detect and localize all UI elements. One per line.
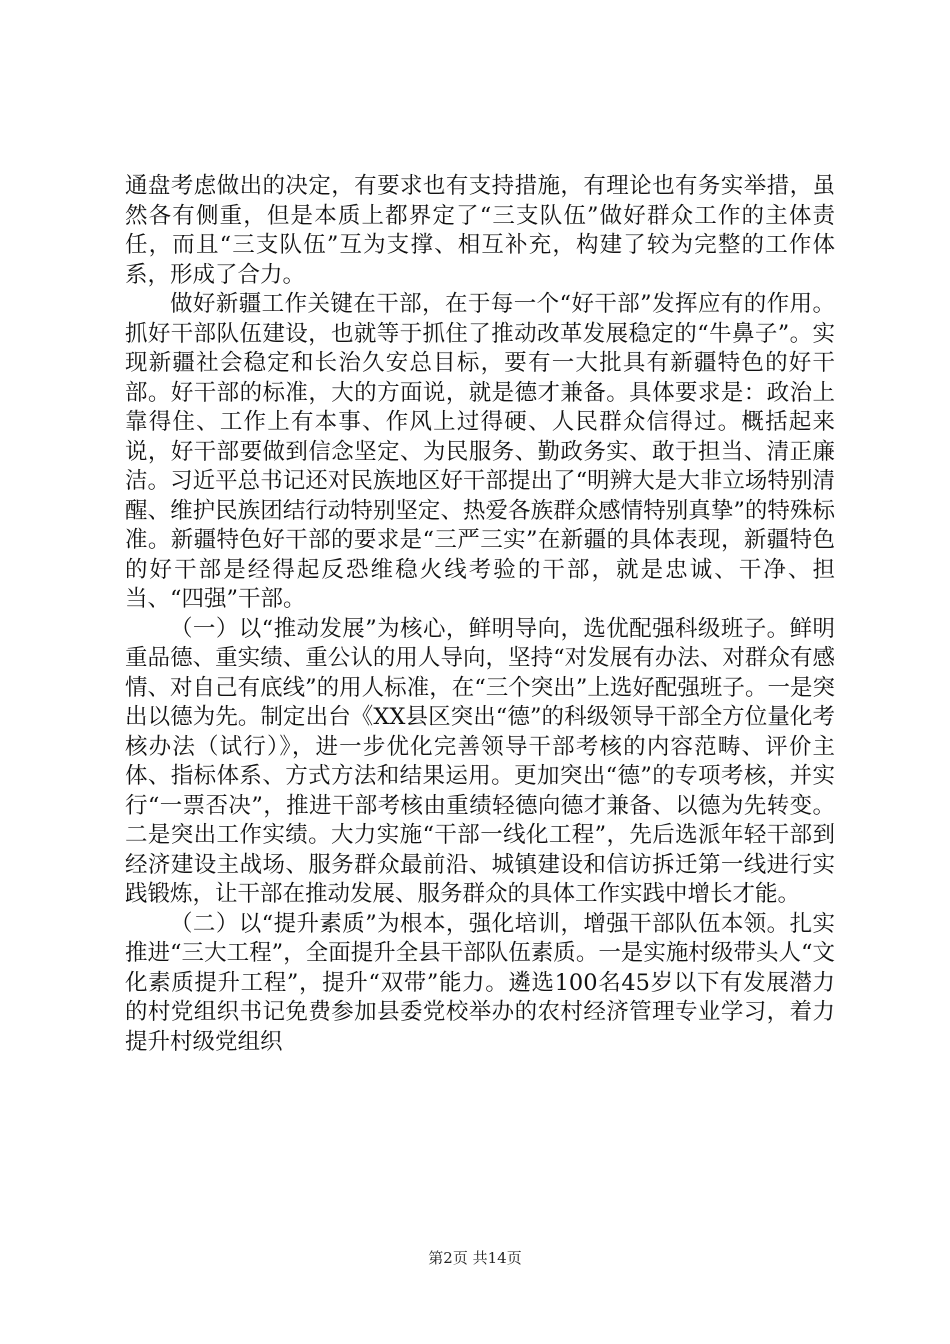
paragraph-4: （二）以“提升素质”为根本，强化培训，增强干部队伍本领。扎实推进“三大工程”，全面提升全县干部队伍素质。一是实施村级带头人“文化素质提升工程”，提升“双带”能力。遴选100名45岁以下有发展潜力的村党组织书记免费参加县委党校举办的农村经济管理专业学习，着力提升村级党组织: [125, 910, 835, 1055]
page-number-label: 第2页 共14页: [428, 1249, 522, 1267]
page-footer: [0, 1247, 950, 1268]
paragraph-1: 通盘考虑做出的决定，有要求也有支持措施，有理论也有务实举措，虽然各有侧重，但是本质上都界定了“三支队伍”做好群众工作的主体责任，而且“三支队伍”互为支撑、相互补充，构建了较为完整的工作体系，形成了合力。: [125, 173, 835, 288]
paragraph-3: （一）以“推动发展”为核心，鲜明导向，选优配强科级班子。鲜明重品德、重实绩、重公认的用人导向，坚持“对发展有办法、对群众有感情、对自己有底线”的用人标准，在“三个突出”上选好配强班子。一是突出以德为先。制定出台《XX县区突出“德”的科级领导干部全方位量化考核办法（试行）》，进一步优化完善领导干部考核的内容范畴、评价主体、指标体系、方式方法和结果运用。更加突出“德”的专项考核，并实行“一票否决”，推进干部考核由重绩轻德向德才兼备、以德为先转变。二是突出工作实绩。大力实施“干部一线化工程”，先后选派年轻干部到经济建设主战场、服务群众最前沿、城镇建设和信访拆迁第一线进行实践锻炼，让干部在推动发展、服务群众的具体工作实践中增长才能。: [125, 615, 835, 907]
paragraph-2: 做好新疆工作关键在干部，在于每一个“好干部”发挥应有的作用。抓好干部队伍建设，也就等于抓住了推动改革发展稳定的“牛鼻子”。实现新疆社会稳定和长治久安总目标，要有一大批具有新疆特色的好干部。好干部的标准，大的方面说，就是德才兼备。具体要求是：政治上靠得住、工作上有本事、作风上过得硬、人民群众信得过。概括起来说，好干部要做到信念坚定、为民服务、勤政务实、敢于担当、清正廉洁。习近平总书记还对民族地区好干部提出了“明辨大是大非立场特别清醒、维护民族团结行动特别坚定、热爱各族群众感情特别真挚”的特殊标准。新疆特色好干部的要求是“三严三实”在新疆的具体表现，新疆特色的好干部是经得起反恐维稳火线考验的干部，就是忠诚、干净、担当、“四强”干部。: [125, 291, 835, 612]
document-body: [125, 172, 835, 1057]
